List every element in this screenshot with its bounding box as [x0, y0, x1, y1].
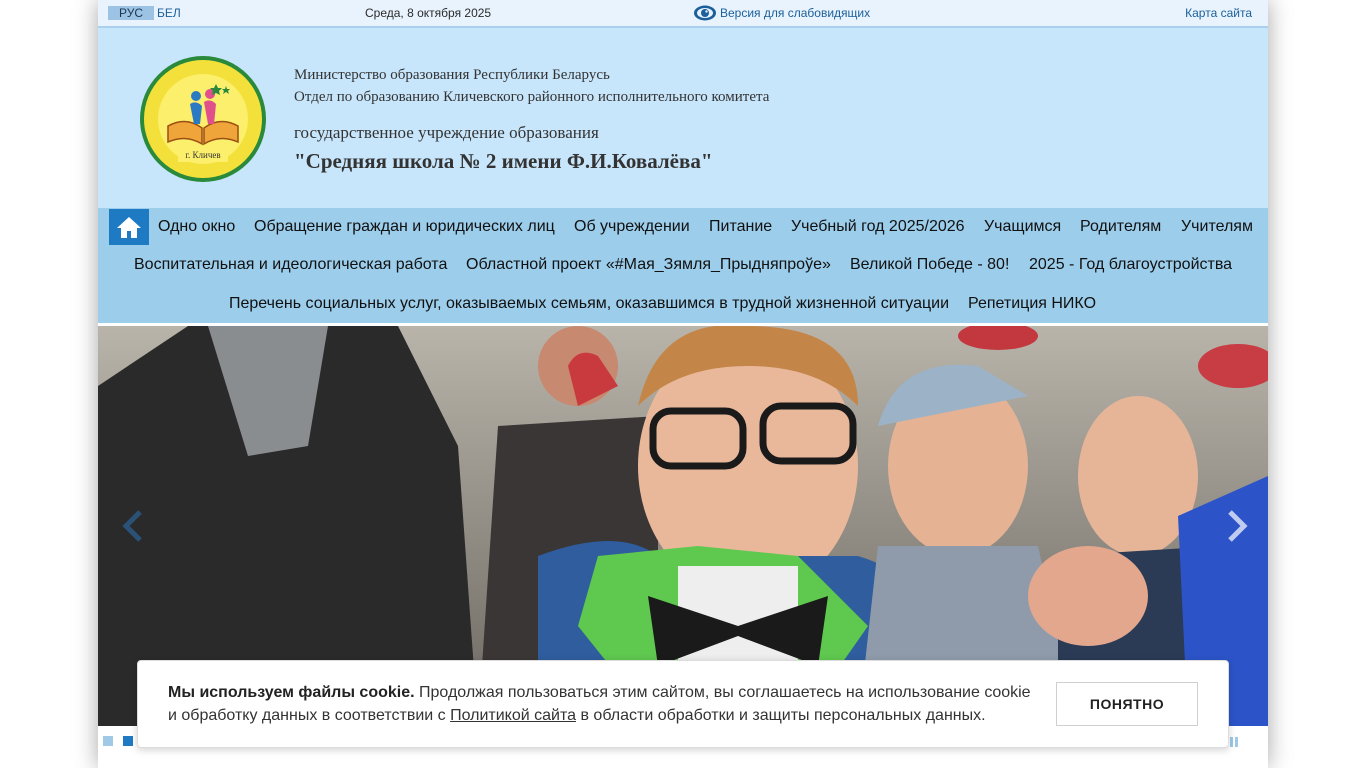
nav-item-niko[interactable]: Репетиция НИКО	[968, 295, 1097, 312]
chevron-left-icon	[120, 508, 146, 544]
slider-prev-button[interactable]	[118, 506, 148, 546]
chevron-right-icon	[1224, 508, 1250, 544]
nav-item-regional-project[interactable]: Областной проект «#Мая_Зямля_Прыдняпроўе»	[466, 256, 831, 273]
nav-item-education-work[interactable]: Воспитательная и идеологическая работа	[134, 256, 448, 273]
slider-dot-2[interactable]	[123, 736, 133, 746]
top-bar	[98, 0, 1268, 28]
school-logo[interactable]	[138, 54, 268, 184]
ministry-line: Министерство образования Республики Беларусь	[294, 67, 610, 83]
cookie-banner	[137, 660, 1229, 748]
nav-item-parents[interactable]: Родителям	[1080, 218, 1162, 235]
logo-caption: г. Кличев	[185, 150, 221, 160]
lang-be-button[interactable]: БЕЛ	[157, 6, 181, 20]
nav-item-school-year[interactable]: Учебный год 2025/2026	[791, 218, 965, 235]
slider-next-button[interactable]	[1222, 506, 1252, 546]
low-vision-label: Версия для слабовидящих	[720, 6, 871, 20]
cookie-text-2: в области обработки и защиты персональных данных.	[576, 707, 986, 724]
cookie-message	[168, 681, 1038, 727]
school-name: "Средняя школа № 2 имени Ф.И.Ковалёва"	[294, 149, 713, 173]
cookie-accept-button[interactable]: ПОНЯТНО	[1056, 682, 1198, 726]
main-nav	[98, 208, 1268, 323]
site-header	[98, 28, 1268, 208]
sitemap-link[interactable]: Карта сайта	[1185, 6, 1252, 20]
slider-dot-1[interactable]	[103, 736, 113, 746]
department-line: Отдел по образованию Кличевского районного исполнительного комитета	[294, 89, 770, 105]
nav-item-appeals[interactable]: Обращение граждан и юридических лиц	[254, 218, 555, 235]
header-text	[294, 64, 769, 176]
home-icon	[116, 215, 142, 239]
low-vision-link[interactable]	[693, 3, 870, 23]
nav-item-year-2025[interactable]: 2025 - Год благоустройства	[1029, 256, 1233, 273]
nav-item-students[interactable]: Учащимся	[984, 218, 1062, 235]
nav-item-food[interactable]: Питание	[709, 218, 773, 235]
institution-type: государственное учреждение образования	[294, 123, 599, 142]
privacy-policy-link[interactable]: Политикой сайта	[450, 707, 577, 724]
nav-item-teachers[interactable]: Учителям	[1181, 218, 1253, 235]
nav-item-about[interactable]: Об учреждении	[574, 218, 690, 235]
nav-item-victory-80[interactable]: Великой Победе - 80!	[850, 256, 1010, 273]
nav-item-odno-okno[interactable]: Одно окно	[158, 218, 236, 235]
eye-icon	[693, 4, 717, 22]
nav-item-social-services[interactable]: Перечень социальных услуг, оказываемых семьям, оказавшимся в трудной жизненной ситуации	[229, 295, 949, 312]
pause-icon[interactable]	[1230, 737, 1238, 747]
cookie-title: Мы используем файлы cookie.	[168, 684, 415, 701]
current-date: Среда, 8 октября 2025	[365, 6, 492, 20]
home-button[interactable]	[109, 209, 149, 245]
page-container	[98, 0, 1268, 768]
lang-ru-button[interactable]: РУС	[108, 6, 154, 20]
cookie-text-1: Продолжая пользоваться этим сайтом, вы соглашаетесь на использование cookie и обработку данных в соответствии с	[168, 684, 1031, 724]
